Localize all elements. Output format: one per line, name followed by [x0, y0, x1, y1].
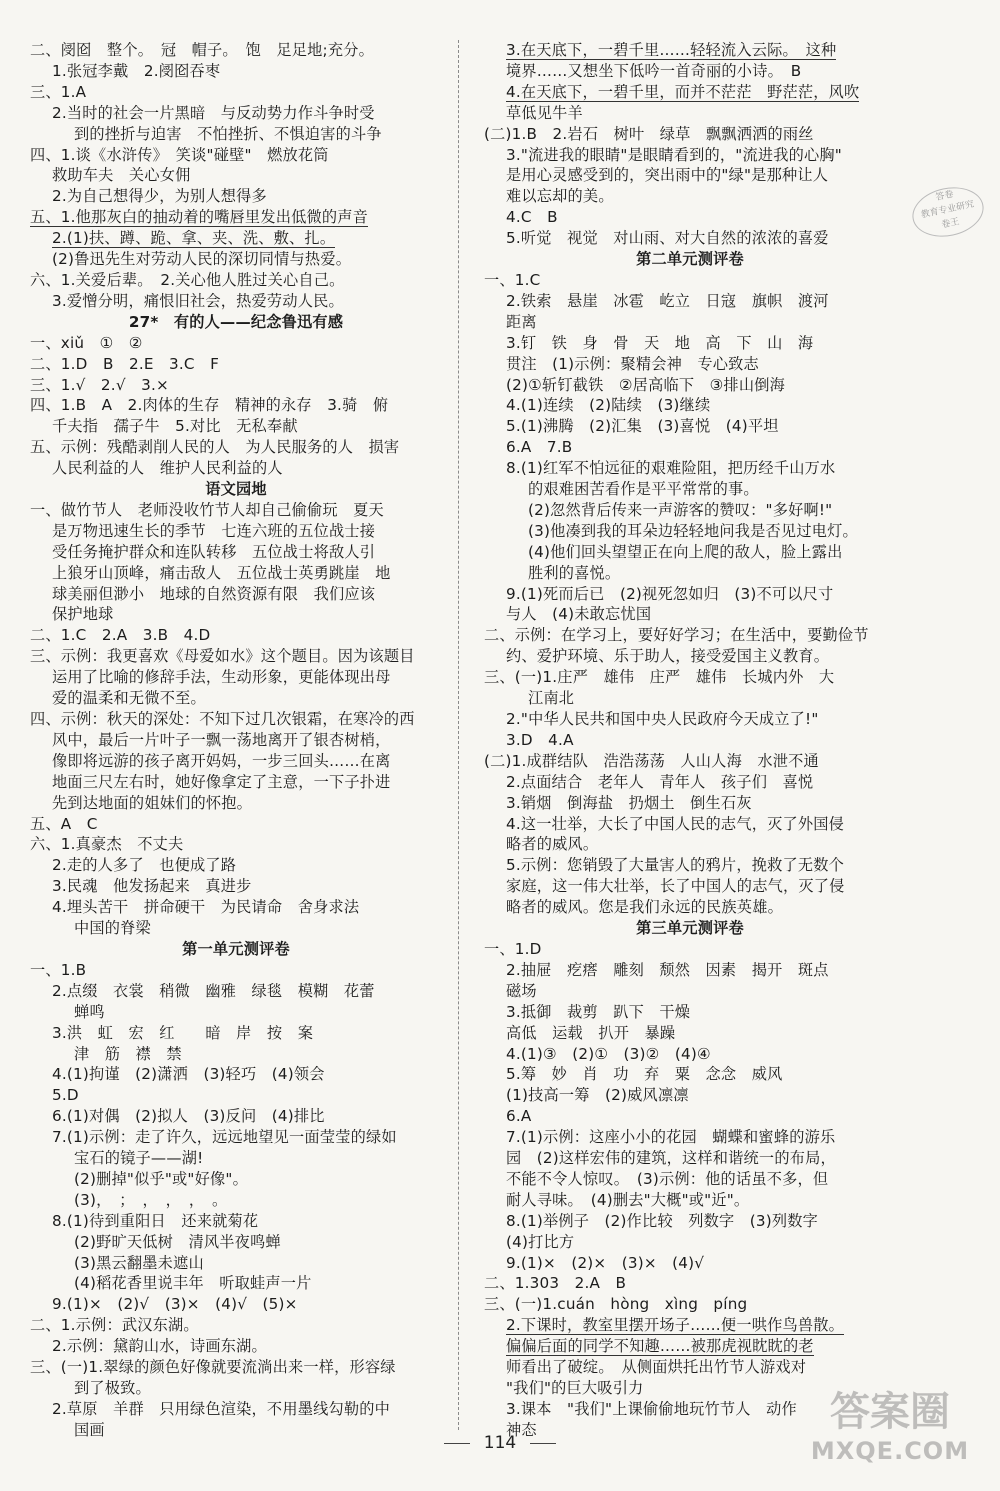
answer-line: 偏偏后面的同学不知趣……被那虎视眈眈的老 — [506, 1337, 814, 1356]
column-divider — [458, 40, 459, 1430]
answer-line: 受任务掩护群众和连队转移 五位战士将敌人引 — [52, 542, 376, 561]
answer-line: (3)黑云翻墨未遮山 — [74, 1253, 204, 1272]
answer-line: (2)忽然背后传来一声游客的赞叹："多好啊!" — [528, 500, 833, 519]
answer-line: 距离 — [506, 312, 537, 331]
answer-line: 三、示例：我更喜欢《母爱如水》这个题目。因为该题目 — [30, 647, 415, 666]
answer-line: 神态 — [506, 1420, 537, 1439]
answer-line: 四、1.B A 2.肉体的生存 精神的永存 3.骑 俯 — [30, 396, 389, 415]
answer-line: 球美丽但渺小 地球的自然资源有限 我们应该 — [52, 584, 376, 603]
answer-line: 六、1.真豪杰 不丈夫 — [30, 835, 184, 854]
answer-line: 2.下课时，教室里摆开场子……便一哄作鸟兽散。 — [506, 1316, 845, 1335]
answer-line: (2)删掉"似乎"或"好像"。 — [74, 1169, 248, 1188]
answer-line: 5.D — [52, 1086, 79, 1105]
answer-line: 2.铁索 悬崖 冰雹 屹立 日寇 旗帜 渡河 — [506, 291, 829, 310]
answer-line: 三、(一)1.翠绿的颜色好像就要流淌出来一样，形容绿 — [30, 1358, 396, 1377]
answer-line: 草低见牛羊 — [506, 103, 583, 122]
answer-line: 二、示例：在学习上，要好好学习；在生活中，要勤俭节 — [484, 626, 869, 645]
answer-line: 2.(1)扶、蹲、跪、拿、夹、洗、敷、扎。 — [52, 229, 336, 248]
answer-line: (4)稻花香里说丰年 听取蛙声一片 — [74, 1274, 312, 1293]
section-heading: 第一单元测评卷 — [182, 939, 290, 958]
answer-line: 3.课本 "我们"上课偷偷地玩竹节人 动作 — [506, 1399, 797, 1418]
answer-line: (4)打比方 — [506, 1232, 575, 1251]
answer-line: 四、示例：秋天的深处：不知下过几次银霜，在寒冷的西 — [30, 710, 415, 728]
answer-line: (3)他凑到我的耳朵边轻轻地问我是否见过电灯。 — [528, 521, 858, 540]
answer-line: 五、示例：残酷剥削人民的人 为人民服务的人 损害 — [30, 438, 400, 457]
answer-line: 一、1.D — [484, 939, 542, 958]
section-heading: 27* 有的人——纪念鲁迅有感 — [128, 312, 344, 331]
answer-line: 是万物迅速生长的季节 七连六班的五位战士接 — [52, 521, 376, 540]
answer-line: 3.在天底下，一碧千里……轻轻流入云际。 这种 — [506, 41, 837, 59]
answer-line: 5.筹 妙 肖 功 弃 粟 念念 威风 — [506, 1065, 783, 1084]
answer-line: 7.(1)示例：这座小小的花园 蝴蝶和蜜蜂的游乐 — [506, 1128, 836, 1147]
answer-line: 贯注 (1)示例：聚精会神 专心致志 — [506, 354, 759, 373]
answer-line: 3.爱憎分明，痛恨旧社会，热爱劳动人民。 — [52, 291, 344, 310]
answer-line: 8.(1)红军不怕远征的艰难险阻，把历经千山万水 — [506, 459, 836, 478]
answer-line: 上狼牙山顶峰，痛击敌人 五位战士英勇跳崖 地 — [52, 563, 391, 582]
answer-line: (3)， ； ， ， ， 。 — [74, 1190, 228, 1209]
answer-line: 3.钉 铁 身 骨 天 地 高 下 山 海 — [506, 333, 814, 352]
answer-line: 磁场 — [506, 981, 537, 1000]
answer-line: 4.(1)③ (2)① (3)② (4)④ — [506, 1044, 711, 1063]
answer-line: 像即将远游的孩子离开妈妈，一步三回头……在离 — [52, 751, 391, 770]
answer-line: 5.听觉 视觉 对山雨、对大自然的浓浓的喜爱 — [506, 229, 829, 248]
answer-line: 2.点缀 衣裳 稍微 幽雅 绿毯 模糊 花蕾 — [52, 981, 375, 1000]
answer-line: 6.A — [506, 1107, 532, 1126]
section-heading: 语文园地 — [205, 480, 267, 499]
answer-line: 一、1.B — [30, 960, 87, 979]
section-heading: 第二单元测评卷 — [636, 250, 744, 269]
answer-line: 2.草原 羊群 只用绿色渲染，不用墨线勾勒的中 — [52, 1399, 391, 1418]
answer-line: 千夫指 孺子牛 5.对比 无私奉献 — [52, 417, 298, 436]
answer-line: 四、1.谈《水浒传》 笑谈"碰壁" 燃放花筒 — [30, 145, 329, 164]
answer-line: 3.洪 虹 宏 红 暗 岸 按 案 — [52, 1023, 314, 1042]
answer-line: 五、1.他那灰白的抽动着的嘴唇里发出低微的声音 — [30, 208, 369, 227]
answer-line: 二、1.示例：武汉东湖。 — [30, 1316, 199, 1335]
answer-line: 六、1.关爱后辈。 2.关心他人胜过关心自己。 — [30, 270, 345, 289]
answer-line: 5.示例：您销毁了大量害人的鸦片，挽救了无数个 — [506, 856, 845, 875]
answer-line: 3."流进我的眼睛"是眼睛看到的，"流进我的心胸" — [506, 145, 842, 164]
answer-line: 4.C B — [506, 208, 558, 227]
answer-line: (2)鲁迅先生对劳动人民的深切同情与热爱。 — [52, 250, 352, 269]
answer-line: 保护地球 — [52, 605, 114, 624]
answer-line: 3.D 4.A — [506, 730, 574, 749]
answer-line: 2.点面结合 老年人 青年人 孩子们 喜悦 — [506, 772, 814, 791]
section-heading: 第三单元测评卷 — [636, 919, 744, 938]
answer-line: 2.走的人多了 也便成了路 — [52, 856, 237, 875]
answer-line: 是用心灵感受到的，突出雨中的"绿"是那种让人 — [506, 166, 829, 185]
answer-line: (1)技高一筹 (2)威风凛凛 — [506, 1086, 689, 1105]
answer-line: 师看出了破绽。 从侧面烘托出竹节人游戏对 — [506, 1358, 807, 1377]
answer-line: 6.(1)对偶 (2)拟人 (3)反问 (4)排比 — [52, 1107, 325, 1126]
answer-line: 地面三尺左右时，她好像拿定了主意，一下子扑进 — [52, 772, 391, 791]
answer-line: 9.(1)死而后已 (2)视死忽如归 (3)不可以尺寸 — [506, 584, 834, 603]
answer-line: 4.这一壮举，大长了中国人民的志气，灭了外国侵 — [506, 814, 845, 833]
answer-line: 先到达地面的姐妹们的怀抱。 — [52, 793, 253, 812]
answer-line: 三、1.A — [30, 82, 87, 101]
answer-line: 一、做竹节人 老师没收竹节人却自己偷偷玩 夏天 — [30, 500, 384, 519]
answer-line: 爱的温柔和无微不至。 — [52, 689, 206, 708]
answer-line: (二)1.成群结队 浩浩荡荡 人山人海 水泄不通 — [484, 751, 819, 770]
answer-line: 一、1.C — [484, 270, 541, 289]
left-column — [30, 40, 442, 1441]
page-number: 114 — [0, 1433, 1000, 1453]
answer-line: 二、1.D B 2.E 3.C F — [30, 354, 220, 373]
answer-line: 到了极致。 — [74, 1379, 151, 1397]
answer-line: 8.(1)待到重阳日 还来就菊花 — [52, 1211, 259, 1230]
answer-line: 2.示例：黛韵山水，诗画东湖。 — [52, 1337, 267, 1356]
right-column — [484, 40, 896, 1441]
answer-line: 五、A C — [30, 814, 98, 833]
answer-line: 到的挫折与迫害 不怕挫折、不惧迫害的斗争 — [74, 124, 382, 143]
answer-line: "我们"的巨大吸引力 — [506, 1379, 644, 1397]
answer-line: 1.张冠李戴 2.阌囵吞枣 — [52, 61, 221, 80]
answer-line: 耐人寻味。 (4)删去"大概"或"近"。 — [506, 1190, 750, 1209]
answer-line: (2)野旷天低树 清风半夜鸣蝉 — [74, 1232, 281, 1251]
answer-line: 4.在天底下，一碧千里，而并不茫茫 野茫茫，风吹 — [506, 82, 860, 101]
answer-line: 境界……又想坐下低吟一首奇丽的小诗。 B — [506, 61, 802, 80]
answer-line: 三、(一)1.cuán hòng xìng píng — [484, 1295, 748, 1314]
answer-line: 不能不令人惊叹。 (3)示例：他的话虽不多，但 — [506, 1169, 829, 1188]
answer-line: 人民利益的人 维护人民利益的人 — [52, 459, 283, 478]
answer-line: 高低 运载 扒开 暴躁 — [506, 1023, 676, 1042]
answer-line: 8.(1)举例子 (2)作比较 列数字 (3)列数字 — [506, 1211, 819, 1230]
answer-line: 4.(1)拘谨 (2)潇洒 (3)轻巧 (4)领会 — [52, 1065, 325, 1084]
answer-line: 9.(1)× (2)× (3)× (4)√ — [506, 1253, 705, 1272]
answer-line: 江南北 — [528, 689, 575, 708]
answer-line: 3.民魂 他发扬起来 真进步 — [52, 877, 252, 896]
answer-line: 三、1.√ 2.√ 3.× — [30, 375, 169, 394]
answer-line: 5.(1)沸腾 (2)汇集 (3)喜悦 (4)平坦 — [506, 417, 779, 436]
answer-line: 略者的威风。您是我们永远的民族英雄。 — [506, 898, 783, 917]
answer-line: 2."中华人民共和国中央人民政府今天成立了!" — [506, 710, 819, 728]
answer-line: 三、(一)1.庄严 雄伟 庄严 雄伟 长城内外 大 — [484, 668, 835, 687]
answer-line: 4.埋头苦干 拼命硬干 为民请命 舍身求法 — [52, 898, 360, 917]
answer-line: 蝉鸣 — [74, 1002, 105, 1021]
answer-line: 6.A 7.B — [506, 438, 573, 457]
answer-line: 难以忘却的美。 — [506, 187, 614, 206]
answer-line: 运用了比喻的修辞手法，生动形象，更能体现出母 — [52, 668, 391, 687]
answer-line: (2)①斩钉截铁 ②居高临下 ③排山倒海 — [506, 375, 785, 394]
answer-line: 略者的威风。 — [506, 835, 599, 854]
answer-line: 二、1.C 2.A 3.B 4.D — [30, 626, 211, 645]
answer-line: 4.(1)连续 (2)陆续 (3)继续 — [506, 396, 711, 415]
answer-line: 与人 (4)未敢忘忧国 — [506, 605, 652, 624]
answer-line: 津 筋 襟 禁 — [74, 1044, 182, 1063]
answer-line: 3.销烟 倒海盐 扔烟土 倒生石灰 — [506, 793, 752, 812]
answer-line: 胜利的喜悦。 — [528, 563, 621, 582]
answer-line: 二、1.303 2.A B — [484, 1274, 627, 1293]
answer-line: 的艰难困苦看作是平平常常的事。 — [528, 480, 759, 499]
answer-line: 家庭，这一伟大壮举，长了中国人的志气，灭了侵 — [506, 877, 845, 896]
answer-line: 2.当时的社会一片黑暗 与反动势力作斗争时受 — [52, 103, 375, 122]
answer-line: 园 (2)这样宏伟的建筑，这样和谐统一的布局， — [506, 1149, 836, 1168]
answer-line: 国画 — [74, 1420, 105, 1439]
answer-line: 2.为自己想得少，为别人想得多 — [52, 187, 267, 206]
answer-line: 一、xiǔ ① ② — [30, 333, 143, 352]
answer-line: 中国的脊梁 — [74, 919, 151, 938]
stamp-seal: 答卷 教育专业研究 卷王 — [908, 181, 988, 243]
answer-line: 救助车夫 关心女佣 — [52, 166, 191, 185]
answer-line: 二、阌囵 整个。 冠 帽子。 饱 足足地;充分。 — [30, 41, 375, 59]
answer-line: 7.(1)示例：走了许久，远远地望见一面莹莹的绿如 — [52, 1128, 397, 1147]
answer-line: (二)1.B 2.岩石 树叶 绿草 飘飘洒洒的雨丝 — [484, 124, 814, 143]
answer-line: 3.抵御 裁剪 趴下 干燥 — [506, 1002, 691, 1021]
answer-line: 宝石的镜子——湖! — [74, 1149, 204, 1168]
answer-line: (4)他们回头望望正在向上爬的敌人，脸上露出 — [528, 542, 843, 561]
answer-line: 风中，最后一片叶子一飘一荡地离开了银杏树梢， — [52, 730, 391, 749]
answer-line: 2.抽屉 疙瘩 雕刻 颓然 因素 揭开 斑点 — [506, 960, 829, 979]
answer-line: 约、爱护环境、乐于助人，接受爱国主义教育。 — [506, 647, 830, 666]
answer-line: 9.(1)× (2)√ (3)× (4)√ (5)× — [52, 1295, 298, 1314]
watermark-logo: 答案圈 MXQE.COM — [810, 1389, 970, 1465]
